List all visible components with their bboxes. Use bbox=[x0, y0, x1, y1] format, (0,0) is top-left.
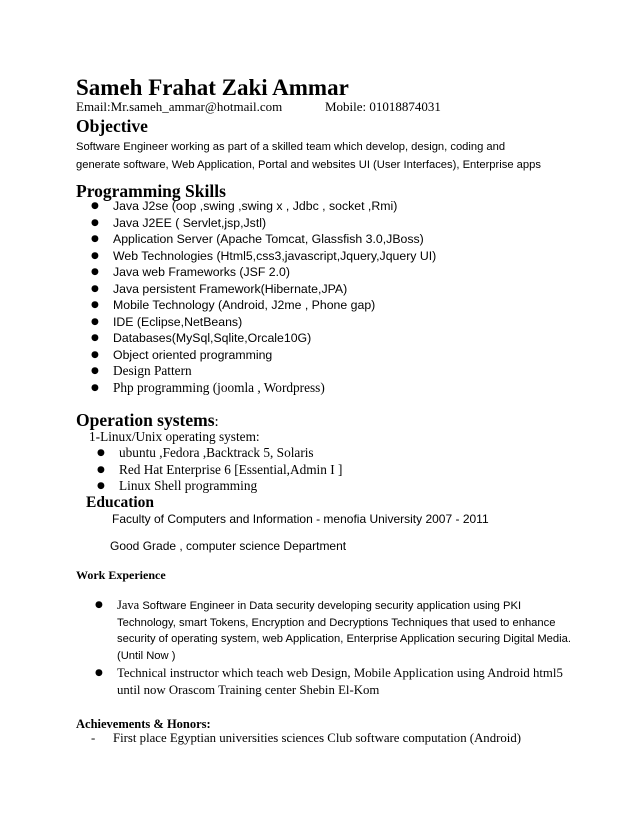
list-item: ● Java Software Engineer in Data security developing security application using PKI Technology, smart Tokens, Encryption and Decryptions Techniques that used to enhance security of operating system, web Application, Enterprise Application securing Digital Media. (Until Now ) bbox=[95, 598, 571, 662]
os-heading: Operation systems: bbox=[76, 410, 219, 430]
list-item: ● Java J2EE ( Servlet,jsp,Jstl) bbox=[91, 215, 267, 230]
objective-line-1: Software Engineer working as part of a skilled team which develop, design, coding and bbox=[76, 141, 506, 153]
bullet-icon: ● bbox=[91, 333, 99, 343]
bullet-icon: ● bbox=[97, 448, 105, 458]
bullet-icon: ● bbox=[91, 217, 99, 228]
bullet-icon: ● bbox=[95, 600, 103, 610]
list-item: ● IDE (Eclipse,NetBeans) bbox=[91, 314, 243, 329]
bullet-icon: ● bbox=[91, 234, 99, 244]
objective-line-2: generate software, Web Application, Portal and websites UI (User Interfaces), Enterprise apps bbox=[76, 159, 541, 171]
bullet-icon: ● bbox=[91, 267, 99, 277]
skills-heading: Programming Skills bbox=[76, 181, 226, 201]
bullet-icon: ● bbox=[91, 283, 99, 294]
bullet-icon: ● bbox=[95, 668, 103, 678]
email-text: Email:Mr.sameh_ammar@hotmail.com bbox=[76, 99, 283, 114]
work-list bbox=[95, 597, 575, 698]
bullet-icon: ● bbox=[91, 300, 99, 310]
bullet-icon: ● bbox=[91, 201, 99, 211]
list-item: ● Web Technologies (Html5,css3,javascript,Jquery,Jquery UI) bbox=[91, 248, 437, 263]
os-heading-colon: : bbox=[214, 414, 219, 430]
bullet-icon: ● bbox=[97, 464, 105, 475]
education-grade: Good Grade , computer science Department bbox=[110, 539, 347, 553]
achievement-item: - First place Egyptian universities sciences Club software computation (Android) bbox=[91, 731, 521, 745]
list-item: ● Application Server (Apache Tomcat, Glassfish 3.0,JBoss) bbox=[91, 232, 424, 246]
list-item: ● Java web Frameworks (JSF 2.0) bbox=[91, 265, 290, 279]
list-item: ● Design Pattern bbox=[91, 363, 192, 378]
education-heading: Education bbox=[86, 494, 155, 511]
bullet-icon: ● bbox=[91, 250, 99, 261]
achievements-heading: Achievements & Honors: bbox=[76, 717, 211, 731]
work-heading: Work Experience bbox=[76, 568, 166, 582]
list-item: ● Java J2se (oop ,swing ,swing x , Jdbc , socket ,Rmi) bbox=[91, 199, 398, 213]
dash-bullet: - bbox=[91, 731, 96, 745]
list-item: ● Technical instructor which teach web Design, Mobile Application using Android html5 until now Orascom Training center Shebin El-Kom bbox=[95, 666, 563, 697]
resume-name: Sameh Frahat Zaki Ammar bbox=[76, 75, 349, 100]
list-item: ● Linux Shell programming bbox=[97, 478, 258, 493]
list-item: ● Object oriented programming bbox=[91, 347, 273, 362]
mobile-text: Mobile: 01018874031 bbox=[325, 99, 441, 114]
bullet-icon: ● bbox=[97, 481, 105, 491]
list-item: ● Mobile Technology (Android, J2me , Phone gap) bbox=[91, 298, 376, 312]
list-item: ● ubuntu ,Fedora ,Backtrack 5, Solaris bbox=[97, 445, 314, 460]
os-list bbox=[97, 445, 342, 495]
list-item: ● Databases(MySql,Sqlite,Orcale10G) bbox=[91, 331, 312, 345]
bullet-icon: ● bbox=[91, 349, 99, 360]
list-item: ● Php programming (joomla , Wordpress) bbox=[91, 379, 325, 395]
skills-list bbox=[91, 198, 436, 396]
list-item: ● Red Hat Enterprise 6 [Essential,Admin I ] bbox=[97, 461, 343, 477]
os-subtitle: 1-Linux/Unix operating system: bbox=[89, 429, 260, 444]
list-item: ● Java persistent Framework(Hibernate,JPA) bbox=[91, 281, 348, 296]
objective-paragraph bbox=[76, 138, 596, 174]
bullet-icon: ● bbox=[91, 316, 99, 327]
bullet-icon: ● bbox=[91, 366, 99, 376]
bullet-icon: ● bbox=[91, 382, 99, 393]
education-faculty: Faculty of Computers and Information - menofia University 2007 - 2011 bbox=[112, 512, 489, 526]
objective-heading: Objective bbox=[76, 116, 148, 136]
